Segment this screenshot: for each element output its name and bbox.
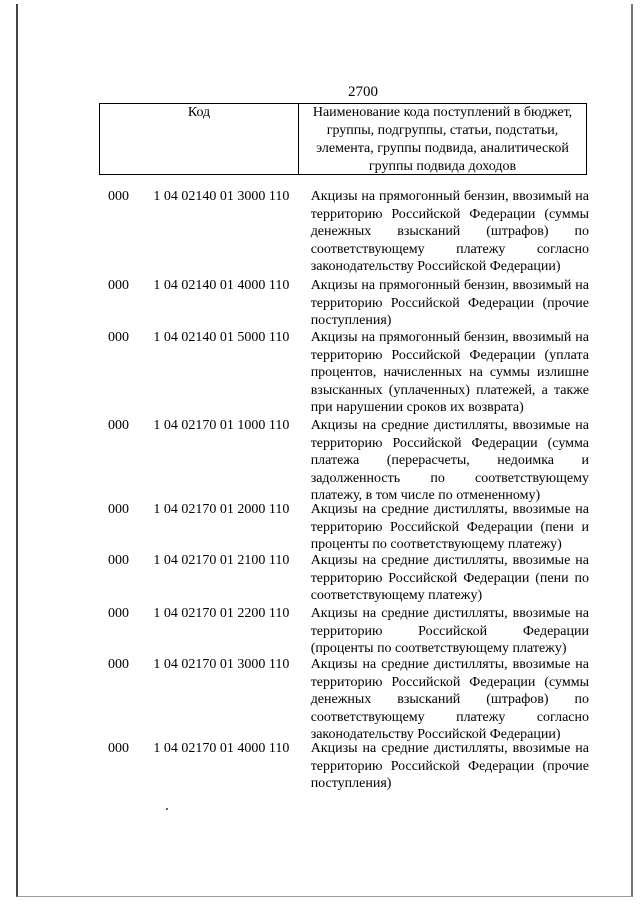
row-revenue-name: Акцизы на прямогонный бензин, ввозимый на территорию Российской Федерации (суммы денежных взысканий (штрафов) по соответствующему платежу согласно законодательству Российской Федерации) xyxy=(310,189,589,275)
page-number: 2700 xyxy=(348,84,378,100)
row-revenue-code: 1 04 02170 01 4000 110 xyxy=(153,741,290,756)
row-revenue-name: Акцизы на средние дистилляты, ввозимые на территорию Российской Федерации (суммы денежных взысканий (штрафов) по соответствующему платежу согласно законодательству Российской Федерации) xyxy=(310,657,589,743)
row-admin-code: 000 xyxy=(108,189,129,204)
row-admin-code: 000 xyxy=(108,502,129,517)
table-row xyxy=(99,605,589,656)
table-body xyxy=(99,188,589,793)
row-admin-code: 000 xyxy=(108,330,129,345)
row-admin-code: 000 xyxy=(108,741,129,756)
table-row xyxy=(99,329,589,417)
table-row xyxy=(99,552,589,605)
table-row xyxy=(99,277,589,329)
table-row xyxy=(99,656,589,743)
row-revenue-name: Акцизы на средние дистилляты, ввозимые на территорию Российской Федерации (прочие поступления) xyxy=(310,741,589,792)
header-name-label: Наименование кода поступлений в бюджет, группы, подгруппы, статьи, подстатьи, элемента, группы подвида, аналитической группы подвида доходов xyxy=(312,105,573,174)
row-revenue-code: 1 04 02140 01 4000 110 xyxy=(153,278,290,293)
row-admin-code: 000 xyxy=(108,553,129,568)
row-revenue-code: 1 04 02170 01 3000 110 xyxy=(153,657,290,672)
row-revenue-code: 1 04 02170 01 2100 110 xyxy=(153,553,290,568)
row-revenue-name: Акцизы на средние дистилляты, ввозимые на территорию Российской Федерации (пени и проценты по соответствующему платежу) xyxy=(310,502,589,553)
table-row xyxy=(99,740,589,793)
table-row xyxy=(99,417,589,504)
row-revenue-code: 1 04 02170 01 2200 110 xyxy=(153,606,290,621)
scan-dot xyxy=(166,808,168,810)
table-header xyxy=(99,103,587,175)
row-revenue-name: Акцизы на прямогонный бензин, ввозимый на территорию Российской Федерации (уплата процентов, начисленных на суммы излишне взысканных (уплаченных) платежей, а также при нарушении сроков их возврата) xyxy=(310,330,589,416)
row-revenue-code: 1 04 02140 01 3000 110 xyxy=(153,189,290,204)
row-revenue-code: 1 04 02170 01 2000 110 xyxy=(153,502,290,517)
header-code-label: Код xyxy=(100,104,299,174)
row-revenue-code: 1 04 02170 01 1000 110 xyxy=(153,418,290,433)
row-admin-code: 000 xyxy=(108,657,129,672)
row-revenue-name: Акцизы на средние дистилляты, ввозимые на территорию Российской Федерации (сумма платежа (перерасчеты, недоимка и задолженность по соответствующему платежу, в том числе по отмененному) xyxy=(310,418,589,504)
row-admin-code: 000 xyxy=(108,278,129,293)
row-admin-code: 000 xyxy=(108,606,129,621)
table-row xyxy=(99,501,589,552)
row-revenue-name: Акцизы на средние дистилляты, ввозимые на территорию Российской Федерации (пени по соответствующему платежу) xyxy=(310,553,589,604)
row-revenue-name: Акцизы на средние дистилляты, ввозимые на территорию Российской Федерации (проценты по соответствующему платежу) xyxy=(310,606,589,657)
row-revenue-code: 1 04 02140 01 5000 110 xyxy=(153,330,290,345)
row-revenue-name: Акцизы на прямогонный бензин, ввозимый на территорию Российской Федерации (прочие поступления) xyxy=(310,278,589,329)
row-admin-code: 000 xyxy=(108,418,129,433)
table-row xyxy=(99,188,589,277)
